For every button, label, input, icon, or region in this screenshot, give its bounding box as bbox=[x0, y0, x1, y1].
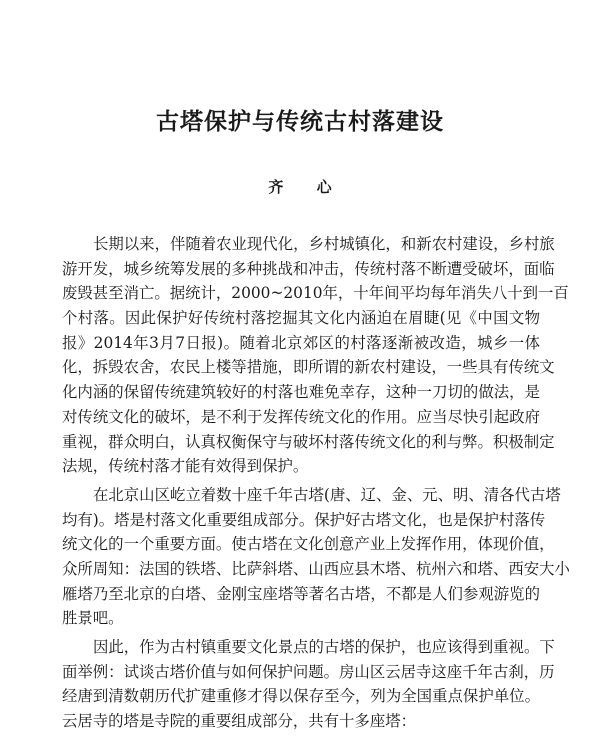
text-line: 雁塔乃至北京的白塔、金刚宝座塔等著名古塔，不都是人们参观游览的 bbox=[62, 584, 540, 603]
text-line: 个村落。因此保护好传统村落挖掘其文化内涵迫在眉睫(见《中国文物 bbox=[62, 309, 540, 328]
text-line: 长期以来，伴随着农业现代化，乡村城镇化，和新农村建设，乡村旅 bbox=[93, 235, 555, 253]
text-line: 废毁甚至消亡。据统计，2000~2010年，十年间平均每年消失八十到一百 bbox=[62, 284, 569, 303]
text-line: 云居寺的塔是寺院的重要组成部分，共有十多座塔： bbox=[62, 712, 416, 731]
text-line: 胜景吧。 bbox=[62, 609, 124, 628]
text-line: 因此，作为古村镇重要文化景点的古塔的保护，也应该得到重视。下 bbox=[93, 638, 555, 656]
text-line: 报》2014年3月7日报)。随着北京郊区的村落逐渐被改造，城乡一体 bbox=[62, 333, 540, 352]
text-line: 对传统文化的破坏，是不利于发挥传统文化的作用。应当尽快引起政府 bbox=[62, 407, 540, 426]
text-line: 重视，群众明白，认真权衡保守与破坏村落传统文化的利与弊。积极制定 bbox=[62, 432, 555, 451]
text-line: 化，拆毁农舍，农民上楼等措施，即所谓的新农村建设，一些具有传统文 bbox=[62, 358, 555, 377]
article-author: 齐 心 bbox=[268, 178, 346, 196]
text-line: 在北京山区屹立着数十座千年古塔(唐、辽、金、元、明、清各代古塔 bbox=[93, 485, 561, 504]
text-line: 游开发，城乡统筹发展的多种挑战和冲击，传统村落不断遭受破坏，面临 bbox=[62, 259, 555, 278]
text-line: 面举例：试谈古塔价值与如何保护问题。房山区云居寺这座千年古刹，历 bbox=[62, 662, 555, 681]
article-body bbox=[62, 232, 570, 738]
text-line: 众所周知：法国的铁塔、比萨斜塔、山西应县木塔、杭州六和塔、西安大小 bbox=[62, 559, 570, 578]
paragraph bbox=[62, 232, 569, 479]
text-line: 化内涵的保留传统建筑较好的村落也难免幸存，这种一刀切的做法，是 bbox=[62, 383, 540, 402]
paragraph bbox=[62, 483, 570, 631]
text-line: 经唐到清数朝历代扩建重修才得以保存至今，列为全国重点保护单位。 bbox=[62, 687, 540, 706]
text-line: 法规，传统村落才能有效得到保护。 bbox=[62, 457, 309, 476]
text-line: 均有)。塔是村落文化重要组成部分。保护好古塔文化，也是保护村落传 bbox=[62, 510, 546, 529]
article-title: 古塔保护与传统古村落建设 bbox=[156, 108, 444, 135]
text-line: 统文化的一个重要方面。使古塔在文化创意产业上发挥作用，体现价值， bbox=[62, 535, 555, 554]
paragraph bbox=[62, 635, 555, 734]
